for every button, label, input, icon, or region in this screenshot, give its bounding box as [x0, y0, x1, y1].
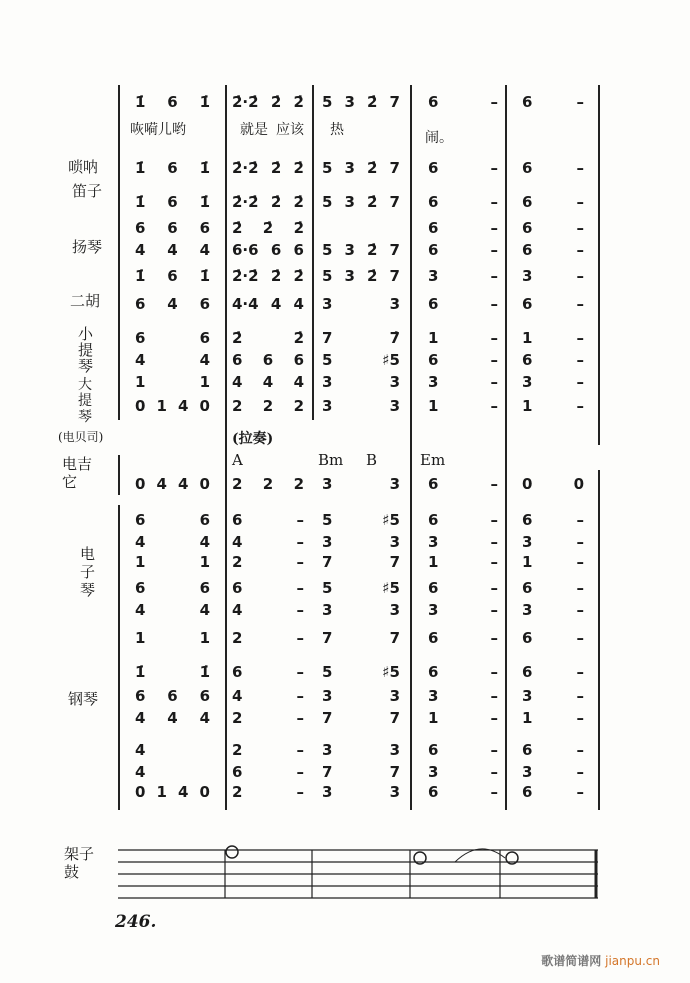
note: 0 — [199, 783, 210, 801]
note: 3 — [522, 687, 533, 705]
note: 7 — [322, 329, 333, 347]
note: 6 — [522, 219, 533, 237]
chord-symbol: B — [366, 451, 378, 469]
note: 6 — [428, 193, 439, 211]
note: – — [296, 783, 304, 801]
note: – — [296, 533, 304, 551]
note: 6 — [167, 687, 178, 705]
note: 0 — [199, 397, 210, 415]
note: – — [576, 351, 584, 369]
note: 7 — [389, 159, 400, 177]
note: – — [576, 709, 584, 727]
note: 6 — [522, 193, 533, 211]
note: 1 — [135, 629, 146, 647]
note: 5 — [322, 511, 333, 529]
note: 1̇ — [135, 93, 146, 111]
note: 6 — [270, 241, 282, 259]
label-cello: 大提琴 — [78, 377, 92, 425]
note: 7 — [389, 193, 400, 211]
note: – — [576, 397, 584, 415]
note: 7 — [389, 267, 400, 285]
note: 1 — [522, 553, 533, 571]
note: 5 — [322, 159, 333, 177]
note: 3 — [522, 267, 533, 285]
note: 7 — [322, 553, 333, 571]
label-bass: (电贝司) — [58, 430, 104, 444]
note: 4 — [135, 533, 146, 551]
note: 7 — [389, 629, 400, 647]
note: 1 — [428, 553, 439, 571]
note: – — [490, 267, 498, 285]
note: 3 — [389, 783, 400, 801]
page-number: 246. — [115, 912, 157, 932]
note: – — [490, 553, 498, 571]
note: 1 — [522, 709, 533, 727]
note: 3 — [322, 397, 333, 415]
note: 3 — [428, 267, 439, 285]
note: – — [490, 219, 498, 237]
note: 2 — [232, 397, 243, 415]
chord-symbol: Em — [420, 451, 446, 469]
chord-symbol: A — [232, 451, 243, 469]
watermark-cn: 歌谱简谱网 — [541, 954, 602, 968]
note: 2̇ — [367, 193, 378, 211]
note: – — [576, 601, 584, 619]
note: – — [576, 329, 584, 347]
note: – — [490, 397, 498, 415]
note: 1̇ — [199, 663, 210, 681]
note: 2̇ — [262, 219, 274, 237]
note: 6 — [428, 579, 439, 597]
note: 2̇ — [293, 329, 304, 347]
note: 6 — [428, 783, 439, 801]
note: 4 — [262, 373, 274, 391]
note: 6 — [135, 329, 146, 347]
note: 6 — [135, 295, 146, 313]
note: 4 — [232, 373, 243, 391]
note: 2̇·2̇ — [232, 267, 259, 285]
note: 2̇·2̇ — [232, 159, 259, 177]
note: 4 — [167, 295, 178, 313]
note: 6 — [428, 351, 439, 369]
note: – — [296, 741, 304, 759]
note: – — [490, 475, 498, 493]
note: 1̇ — [135, 267, 146, 285]
note: 2 — [232, 741, 243, 759]
note: 2̇ — [367, 241, 378, 259]
note: 6·6 — [232, 241, 259, 259]
lyric: 热 — [330, 122, 344, 138]
note: 2 — [262, 397, 274, 415]
watermark-en: jianpu.cn — [605, 954, 660, 968]
note: 6 — [428, 159, 439, 177]
note: 6 — [232, 351, 243, 369]
lyric: 闹。 — [425, 130, 453, 146]
note: – — [296, 687, 304, 705]
note: 6 — [135, 219, 146, 237]
note: – — [490, 295, 498, 313]
note: 1 — [156, 397, 167, 415]
note: 6 — [135, 687, 146, 705]
note: 5 — [322, 351, 333, 369]
note: – — [576, 93, 584, 111]
note: – — [296, 629, 304, 647]
note: – — [490, 579, 498, 597]
note: 3 — [322, 601, 333, 619]
label-suona: 唢呐 — [68, 158, 99, 176]
note: 6 — [232, 511, 243, 529]
note: 7 — [389, 553, 400, 571]
note: 4 — [293, 373, 304, 391]
note: 7 — [389, 93, 400, 111]
note: 1 — [135, 553, 146, 571]
note: 7 — [322, 709, 333, 727]
label-drums: 架子鼓 — [64, 845, 95, 881]
note: 3 — [428, 373, 439, 391]
note: 7 — [389, 763, 400, 781]
note: – — [490, 601, 498, 619]
note: 6 — [522, 629, 533, 647]
note: 3 — [389, 601, 400, 619]
lyric: 应该 — [276, 122, 304, 138]
note: 4 — [178, 397, 189, 415]
note: 1̇ — [135, 663, 146, 681]
note: 1 — [199, 629, 210, 647]
note: 2̇ — [270, 267, 282, 285]
note: 4 — [167, 241, 178, 259]
note: 1̇ — [135, 159, 146, 177]
note: – — [576, 193, 584, 211]
note: 6 — [522, 511, 533, 529]
note: – — [576, 373, 584, 391]
tie — [455, 849, 505, 862]
note: – — [296, 601, 304, 619]
note: – — [490, 533, 498, 551]
note: – — [576, 533, 584, 551]
note: 2 — [293, 475, 304, 493]
note: – — [296, 511, 304, 529]
note: 6 — [428, 475, 439, 493]
note: 6 — [167, 93, 178, 111]
note: 2 — [262, 475, 274, 493]
note: 0 — [199, 475, 210, 493]
note: 6 — [293, 241, 304, 259]
note: 1̇ — [199, 193, 210, 211]
note: 6 — [522, 93, 533, 111]
note: 7 — [322, 629, 333, 647]
note: – — [296, 709, 304, 727]
note: 4 — [156, 475, 167, 493]
note: 6 — [232, 763, 243, 781]
chord-symbol: Bm — [318, 451, 344, 469]
note: 3 — [344, 241, 355, 259]
note: 3 — [389, 687, 400, 705]
note: 4 — [232, 601, 243, 619]
note: 4 — [135, 763, 146, 781]
label-yangqin: 扬琴 — [72, 238, 103, 256]
note: – — [576, 219, 584, 237]
note: 1̇ — [199, 267, 210, 285]
note: 6 — [522, 241, 533, 259]
note: – — [490, 193, 498, 211]
note: 1 — [428, 709, 439, 727]
note: 3 — [428, 687, 439, 705]
note: 7̇ — [389, 329, 400, 347]
note: 6 — [522, 663, 533, 681]
note: – — [576, 687, 584, 705]
note: 6 — [199, 329, 210, 347]
note: 1 — [199, 373, 210, 391]
note: 5 — [322, 267, 333, 285]
note: – — [576, 159, 584, 177]
note: 4·4 — [232, 295, 259, 313]
note: 4 — [232, 533, 243, 551]
note: – — [576, 267, 584, 285]
note: – — [576, 663, 584, 681]
note: 4 — [178, 475, 189, 493]
note: 3 — [322, 687, 333, 705]
note: 6 — [199, 295, 210, 313]
note: 3 — [322, 475, 333, 493]
note: 6 — [293, 351, 304, 369]
note: 6 — [522, 159, 533, 177]
note: 3 — [428, 533, 439, 551]
note: 4 — [199, 241, 210, 259]
note: – — [490, 687, 498, 705]
note: 4 — [178, 783, 189, 801]
note: 6 — [428, 663, 439, 681]
note: ♯5 — [382, 351, 400, 369]
label-piano: 钢琴 — [68, 690, 99, 708]
note: 2 — [232, 475, 243, 493]
note: 0 — [135, 397, 146, 415]
watermark — [541, 952, 660, 969]
note: 1 — [428, 397, 439, 415]
note: 3 — [522, 763, 533, 781]
note: ♯5 — [382, 663, 400, 681]
note: 7 — [389, 709, 400, 727]
note: 2̇ — [293, 193, 304, 211]
note: 6 — [199, 579, 210, 597]
note: – — [576, 241, 584, 259]
note: 5 — [322, 663, 333, 681]
note: 4 — [293, 295, 304, 313]
note: 2 — [293, 397, 304, 415]
note: 3 — [344, 193, 355, 211]
note: 6 — [428, 629, 439, 647]
note: 3 — [322, 373, 333, 391]
note: 6 — [522, 783, 533, 801]
note: – — [296, 763, 304, 781]
note: – — [576, 579, 584, 597]
note: ♯5 — [382, 511, 400, 529]
note: 2̇ — [270, 93, 282, 111]
note: – — [576, 783, 584, 801]
note: – — [490, 373, 498, 391]
note: 2̇ — [270, 193, 282, 211]
note: 4 — [199, 351, 210, 369]
note: – — [576, 553, 584, 571]
note: 6 — [428, 511, 439, 529]
note: – — [490, 159, 498, 177]
note: 3 — [322, 295, 333, 313]
note: 1̇ — [199, 159, 210, 177]
lyric: 咴嗬儿哟 — [130, 122, 186, 138]
note: 1 — [199, 553, 210, 571]
note: 6 — [167, 159, 178, 177]
note: 3 — [389, 397, 400, 415]
note: 6 — [522, 741, 533, 759]
note: 6 — [199, 687, 210, 705]
note: 6 — [428, 295, 439, 313]
note: 2̇ — [270, 159, 282, 177]
note: 4 — [270, 295, 282, 313]
note: 2̇·2̇ — [232, 93, 259, 111]
note: 3 — [344, 267, 355, 285]
label-erhu: 二胡 — [70, 292, 101, 310]
note: 0 — [573, 475, 584, 493]
note: 2 — [232, 709, 243, 727]
note: – — [296, 663, 304, 681]
label-keyboard: 电子琴 — [80, 545, 96, 599]
note: – — [490, 741, 498, 759]
note: – — [490, 329, 498, 347]
note: 7 — [389, 241, 400, 259]
note: 1̇ — [135, 193, 146, 211]
note: 6 — [522, 579, 533, 597]
lyric: 就是 — [240, 122, 268, 138]
note: 3 — [522, 601, 533, 619]
note: 3 — [389, 475, 400, 493]
note: 3 — [428, 601, 439, 619]
note: 2̇ — [367, 159, 378, 177]
label-violin: 小提琴 — [78, 325, 94, 375]
note: 4 — [199, 533, 210, 551]
note: 3 — [522, 533, 533, 551]
note: 2 — [232, 553, 243, 571]
note: – — [576, 511, 584, 529]
note: 3 — [322, 741, 333, 759]
note: 2̇ — [367, 93, 378, 111]
note: 5 — [322, 579, 333, 597]
note: 4 — [232, 687, 243, 705]
note: – — [576, 763, 584, 781]
note: 3 — [389, 295, 400, 313]
note: – — [296, 579, 304, 597]
note: – — [490, 351, 498, 369]
note: 3 — [522, 373, 533, 391]
note: – — [296, 553, 304, 571]
note: 6 — [428, 93, 439, 111]
note: – — [490, 629, 498, 647]
note: 3 — [322, 533, 333, 551]
note: 1 — [135, 373, 146, 391]
note: – — [490, 93, 498, 111]
note: 6 — [428, 219, 439, 237]
note: 6 — [522, 295, 533, 313]
note: 1 — [522, 397, 533, 415]
note: 2 — [232, 629, 243, 647]
note: 3 — [322, 783, 333, 801]
note: 6 — [167, 267, 178, 285]
note: 4 — [199, 709, 210, 727]
label-guitar: 电吉它 — [62, 455, 93, 491]
note: 4 — [135, 741, 146, 759]
note: 2̇·2̇ — [232, 193, 259, 211]
note: 1 — [428, 329, 439, 347]
note: 0 — [522, 475, 533, 493]
note: – — [490, 709, 498, 727]
note: – — [490, 763, 498, 781]
note: 6 — [135, 511, 146, 529]
note: 0 — [135, 475, 146, 493]
note: 6 — [428, 241, 439, 259]
note: 2̇ — [293, 267, 304, 285]
note: 6 — [522, 351, 533, 369]
note: 4 — [135, 241, 146, 259]
note: 2̇ — [367, 267, 378, 285]
note: 6 — [167, 193, 178, 211]
note: – — [490, 241, 498, 259]
note: – — [490, 783, 498, 801]
note: 6 — [232, 579, 243, 597]
note: 5 — [322, 193, 333, 211]
note: 3 — [428, 763, 439, 781]
performance-note: (拉奏) — [232, 431, 274, 447]
label-dizi: 笛子 — [72, 182, 103, 200]
note: 6 — [262, 351, 274, 369]
note: 2̇ — [293, 93, 304, 111]
note: – — [576, 629, 584, 647]
note: – — [490, 511, 498, 529]
note: 2 — [232, 783, 243, 801]
note: 6 — [428, 741, 439, 759]
note: 1̇ — [199, 93, 210, 111]
note: 6 — [232, 663, 243, 681]
note: 7 — [322, 763, 333, 781]
note: – — [576, 741, 584, 759]
note: 3 — [344, 93, 355, 111]
note: 3 — [389, 533, 400, 551]
note: 6 — [135, 579, 146, 597]
note: 6 — [167, 219, 178, 237]
note: 4 — [135, 351, 146, 369]
note: – — [576, 295, 584, 313]
note: 6 — [199, 219, 210, 237]
note: 2̇ — [232, 329, 243, 347]
note: 4 — [167, 709, 178, 727]
note: 2̇ — [232, 219, 243, 237]
note: 4 — [135, 601, 146, 619]
note: ♯5 — [382, 579, 400, 597]
drum-note — [226, 846, 238, 858]
note: 3 — [389, 373, 400, 391]
note: 1 — [522, 329, 533, 347]
note: 2̇ — [293, 159, 304, 177]
note: 5 — [322, 241, 333, 259]
note: 4 — [135, 709, 146, 727]
note: 0 — [135, 783, 146, 801]
note: – — [490, 663, 498, 681]
note: 4 — [199, 601, 210, 619]
note: 3 — [389, 741, 400, 759]
note: 1 — [156, 783, 167, 801]
note: 2̇ — [293, 219, 304, 237]
note: 6 — [199, 511, 210, 529]
note: 5 — [322, 93, 333, 111]
note: 3 — [344, 159, 355, 177]
